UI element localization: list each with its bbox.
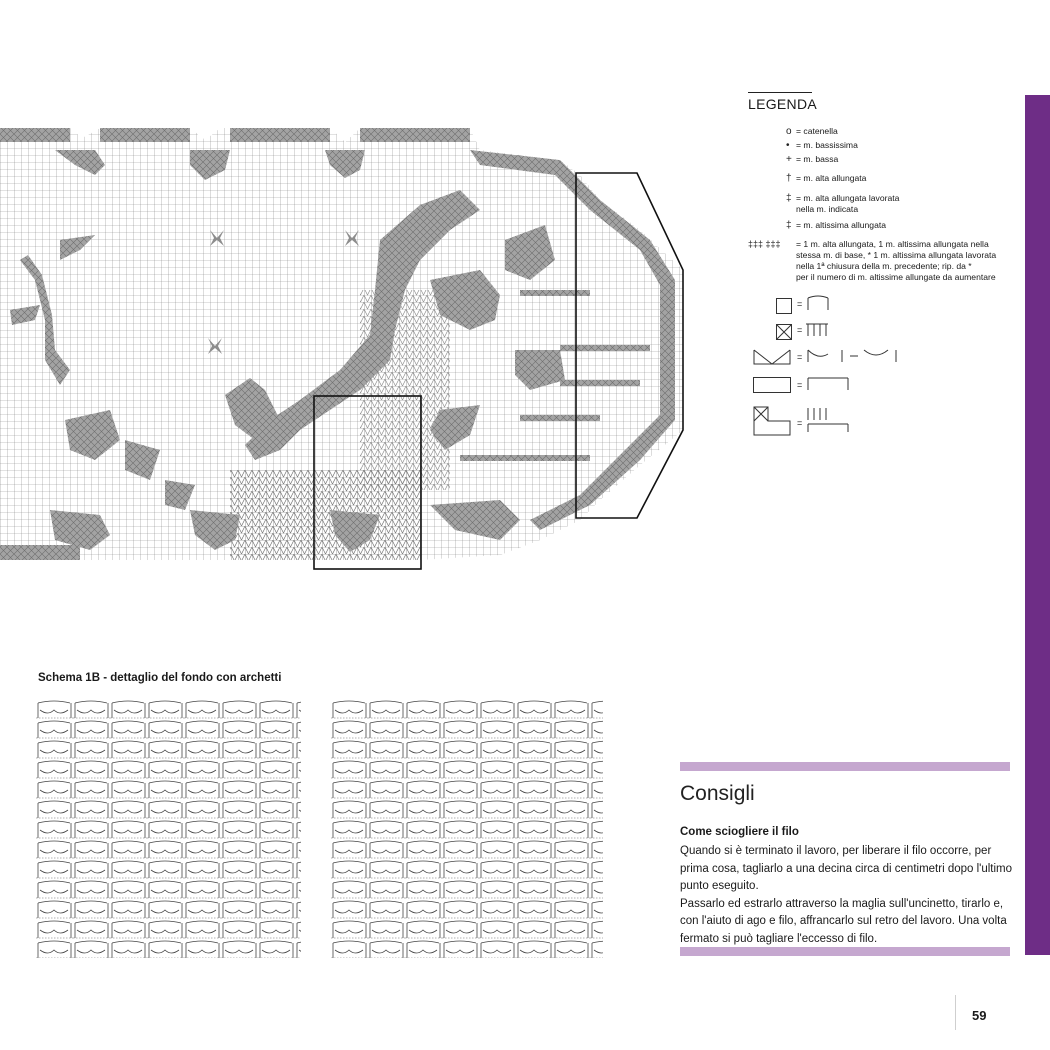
legend-key-eq: = [797,418,803,428]
consigli-bottom-rule [680,947,1010,956]
legend-symbol-bassissima: • [786,140,790,151]
legend-symbol-bassa: + [786,154,792,165]
legend-key-eq: = [797,352,803,362]
legend-key-long-block [753,377,791,393]
legend-text-catenella: = catenella [796,126,838,136]
legend-symbol-alta-allungata: † [786,173,792,184]
legend-key-crossed-stitches [806,320,830,338]
legend-symbol-altissima: ‡ [786,220,792,231]
consigli-top-rule [680,762,1010,771]
legend-key-long-stitches [806,374,852,392]
legend-title: LEGENDA [748,96,818,112]
legend-key-empty-stitches [806,294,830,312]
legend-key-crossed-block [776,324,792,340]
page-number: 59 [972,1008,987,1023]
legend-key-v-notch-stitches [806,346,906,364]
legend-key-crossed-step-stitches [806,404,852,434]
legend-text-increase: = 1 m. alta allungata, 1 m. altissima allungata nella stessa m. di base, * 1 m. altissima allungata lavorata nella 1ª chiusura della m. precedente; rip. da * per il numero di m. altissime allungate da aumentare [796,239,997,282]
legend-text-bassa: = m. bassa [796,154,839,164]
legend-key-empty-block [776,298,792,314]
legend-key-eq: = [797,325,803,335]
legend-key-crossed-step-block [753,406,791,436]
consigli-body: Quando si è terminato il lavoro, per liberare il filo occorre, per prima cosa, tagliarlo a una decina circa di centimetri dopo l'ultimo punto eseguito. Passarlo ed estrarlo attraverso la maglia sull'uncinetto, tirarlo e, con l'aiuto di ago e filo, affrancarlo sul retro del lavoro. Una volta fermato si può tagliare l'eccesso di filo. [680,845,1013,945]
legend-key-v-notch-block [753,348,791,366]
legend-key-eq: = [797,380,803,390]
consigli-subtitle: Come sciogliere il filo [680,826,799,838]
legend-key-eq: = [797,299,803,309]
page-divider [955,995,956,1030]
legend-text-alta-lavorata: = m. alta allungata lavorata nella m. indicata [796,193,900,214]
legend-text-bassissima: = m. bassissima [796,140,858,150]
legend-rule [748,92,812,93]
schema-title: Schema 1B - dettaglio del fondo con archetti [38,672,282,684]
schema-1b-grid-right [331,700,603,958]
schema-1b-grid-left [36,700,301,958]
legend-text-altissima: = m. altissima allungata [796,220,887,230]
legend-symbol-alta-lavorata: ‡ [786,193,792,204]
legend-symbol-catenella: o [786,126,792,137]
legend-text-alta-allungata: = m. alta allungata [796,173,867,183]
consigli-title: Consigli [680,782,755,805]
legend-symbol-increase: ‡‡‡ ‡‡‡ [748,239,781,249]
chapter-side-tab [1025,95,1050,955]
filet-crochet-chart [0,120,700,575]
